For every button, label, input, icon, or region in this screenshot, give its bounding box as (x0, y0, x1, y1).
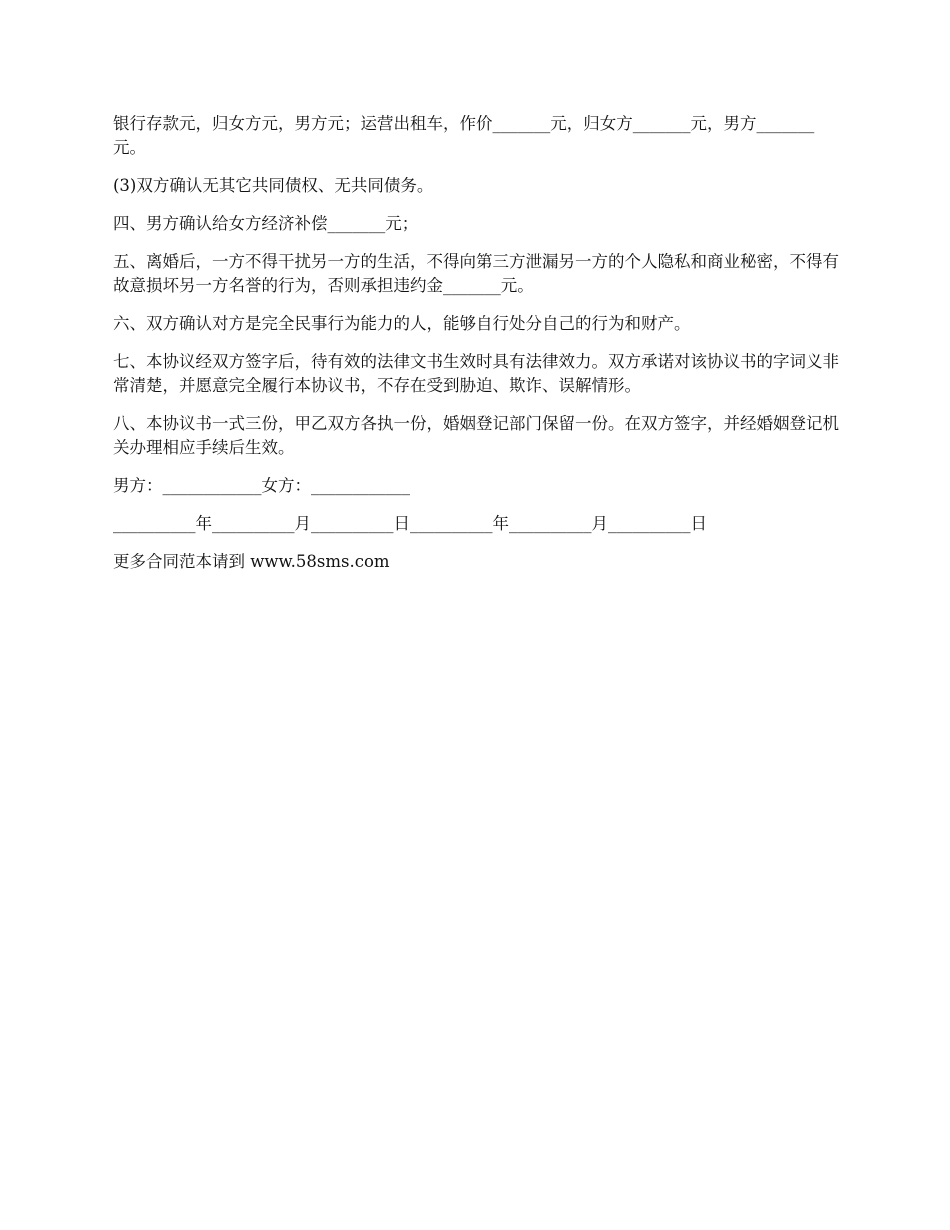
document-page (113, 112, 841, 574)
paragraph-economic-compensation: 四、男方确认给女方经济补偿_______元； (113, 214, 419, 233)
date-line: __________年__________月__________日__________年__________月__________日 (113, 514, 707, 533)
paragraph-legal-effect: 七、本协议经双方签字后，待有效的法律文书生效时具有法律效力。双方承诺对该协议书的字词义非常清楚，并愿意完全履行本协议书，不存在受到胁迫、欺诈、误解情形。 (113, 352, 839, 395)
paragraph-privacy-clause: 五、离婚后，一方不得干扰另一方的生活，不得向第三方泄漏另一方的个人隐私和商业秘密，不得有故意损坏另一方名誉的行为，否则承担违约金_______元。 (113, 252, 839, 295)
signature-line: 男方：____________女方：____________ (113, 476, 410, 495)
paragraph-civil-capacity: 六、双方确认对方是完全民事行为能力的人，能够自行处分自己的行为和财产。 (113, 314, 691, 333)
paragraph-no-joint-debts: (3)双方确认无其它共同债权、无共同债务。 (113, 176, 434, 195)
paragraph-property-division: 银行存款元，归女方元，男方元；运营出租车，作价_______元，归女方_______元，男方_______元。 (113, 114, 815, 157)
footer-note: 更多合同范本请到 www.58sms.com (113, 552, 390, 571)
paragraph-copies: 八、本协议书一式三份，甲乙双方各执一份，婚姻登记部门保留一份。在双方签字，并经婚姻登记机关办理相应手续后生效。 (113, 414, 839, 457)
